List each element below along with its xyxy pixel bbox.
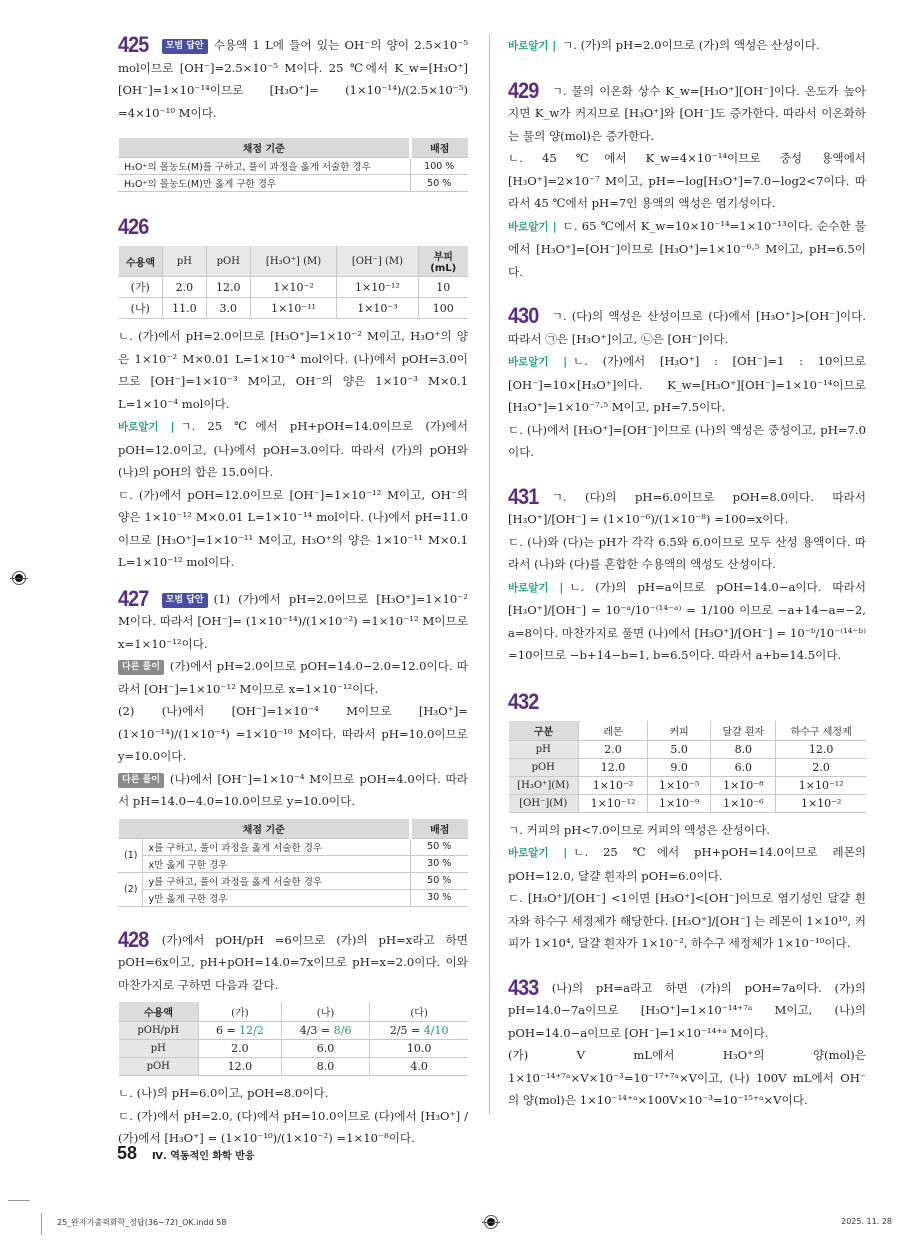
table-row	[509, 758, 867, 776]
table-cell: 8.0	[711, 740, 776, 758]
table-header: 커피	[648, 721, 711, 741]
table-cell: 6.0	[711, 758, 776, 776]
question-427	[118, 585, 468, 907]
question-number: 426	[118, 214, 149, 239]
explanation-paragraph: ㄴ. 25 ℃에서 pH+pOH=14.0이므로 레몬의 pOH=12.0, 달걀 흰자의 pOH=6.0이다.	[508, 845, 866, 883]
chapter-title: Ⅳ. 역동적인 화학 반응	[152, 1151, 255, 1162]
question-429	[508, 77, 866, 284]
answer-text: (2) (나)에서 [OH⁻]=1×10⁻⁴ M이므로 [H₃O⁺]= (1×10⁻¹⁴)/(1×10⁻⁴) =1×10⁻¹⁰ M이다. 따라서 pH=10.0이므로 y=10.0이다.	[118, 704, 468, 763]
table-header: 레몬	[579, 721, 648, 741]
explanation-paragraph: ㄴ. (가)의 pH=a이므로 pOH=14.0−a이다. 따라서 [H₃O⁺]/[OH⁻] = 10⁻ᵃ/10⁻⁽¹⁴⁻ᵃ⁾ = 1/100 이므로 −a+14−a=−2, a=8이다. 마찬가지로 풀면 (나)에서 [H₃O⁺]/[OH⁻] = 10⁻ᵇ/10⁻⁽¹⁴⁻ᵇ⁾ =10이므로 −b+14−b=1, b=6.5이다. 따라서 a+b=14.5이다.	[508, 579, 866, 662]
answer-text: (나)에서 [OH⁻]=1×10⁻⁴ M이므로 pOH=4.0이다. 따라서 pH=14.0−4.0=10.0이므로 y=10.0이다.	[118, 771, 468, 808]
grading-criterion: y만 옳게 구한 경우	[143, 889, 410, 906]
question-433	[508, 974, 866, 1112]
table-row	[119, 838, 469, 855]
correction-label: 바로알기 |	[508, 40, 557, 52]
explanation-paragraph: ㄷ. (나)와 (다)는 pH가 각각 6.5와 6.0이므로 모두 산성 용액이다. 따라서 (나)와 (다)를 혼합한 수용액의 액성도 산성이다.	[508, 534, 866, 571]
table-header: [OH⁻] (M)	[337, 246, 418, 277]
explanation-paragraph: ㄱ. (가)의 pH=2.0이므로 (가)의 액성은 산성이다.	[562, 38, 820, 52]
table-cell: 1×10⁻⁹	[648, 794, 711, 812]
question-425	[118, 34, 468, 192]
table-cell: 9.0	[648, 758, 711, 776]
grading-criterion: x만 옳게 구한 경우	[143, 855, 410, 872]
table-cell: 1×10⁻¹²	[579, 794, 648, 812]
table-header: 부피 (mL)	[418, 246, 468, 277]
table-cell: 1×10⁻¹²	[776, 776, 866, 794]
left-column	[118, 34, 468, 1150]
question-number: 427	[118, 585, 149, 611]
table-row	[119, 889, 469, 906]
answer-text: (1) (가)에서 pH=2.0이므로 [H₃O⁺]=1×10⁻² M이다. 따라서 [OH⁻]= (1×10⁻¹⁴)/(1×10⁻²) =1×10⁻¹² M이므로 x=1×10⁻¹²이다.	[118, 591, 468, 651]
table-cell: 12.0	[579, 758, 648, 776]
grading-part: (2)	[119, 872, 143, 906]
grading-header-criteria: 채점 기준	[119, 138, 411, 158]
grading-criterion: y를 구하고, 풀이 과정을 옳게 서술한 경우	[143, 872, 410, 889]
grading-score: 50 %	[410, 872, 468, 889]
table-cell: 10.0	[370, 1040, 468, 1058]
table-cell: [OH⁻](M)	[509, 794, 579, 812]
table-header: pH	[163, 246, 207, 277]
table-cell: 1×10⁻³	[337, 298, 418, 319]
question-number: 431	[508, 483, 539, 509]
explanation-paragraph: ㄴ. (가)에서 pH=2.0이므로 [H₃O⁺]=1×10⁻² M이고, H₃O⁺의 양은 1×10⁻² M×0.01 L=1×10⁻⁴ mol이다. (나)에서 pOH=3.0이므로 [OH⁻]=1×10⁻³ M이고, OH⁻의 양은 1×10⁻³ M×0.1 L=1×10⁻⁴ mol이다.	[118, 329, 468, 411]
table-cell: 5.0	[648, 740, 711, 758]
grading-criterion: H₃O⁺의 몰농도(M)를 구하고, 풀이 과정을 옳게 서술한 경우	[119, 158, 411, 175]
explanation-paragraph: ㄱ. (다)의 pH=6.0이므로 pOH=8.0이다. 따라서 [H₃O⁺]/[OH⁻] = (1×10⁻⁶)/(1×10⁻⁸) =100=x이다.	[508, 489, 866, 526]
table-cell: 2.0	[163, 277, 207, 298]
question-number: 429	[508, 77, 539, 103]
grading-score: 30 %	[410, 889, 468, 906]
question-426	[118, 214, 468, 574]
table-cell: pH	[119, 1040, 199, 1058]
table-header: 수용액	[119, 246, 163, 277]
question-number: 433	[508, 974, 539, 1000]
answer-text: (가)에서 pOH/pH =6이므로 (가)의 pH=x라고 하면 pOH=6x이고, pH+pOH=14.0=7x이므로 pH=x=2.0이다. 이와 마찬가지로 구하면 다음과 같다.	[118, 932, 468, 992]
table-row	[509, 776, 867, 794]
table-cell: 6.0	[281, 1040, 369, 1058]
answer-text: 수용액 1 L에 들어 있는 OH⁻의 양이 2.5×10⁻⁵ mol이므로 [OH⁻]=2.5×10⁻⁵ M이다. 25 ℃에서 K_w=[H₃O⁺][OH⁻]=1×10⁻¹⁴이므로 [H₃O⁺]= (1×10⁻¹⁴)/(2.5×10⁻⁵) =4×10⁻¹⁰ M이다.	[118, 38, 468, 120]
table-cell: 12.0	[199, 1058, 282, 1076]
explanation-paragraph: (나)의 pH=a라고 하면 (가)의 pOH=7a이다. (가)의 pH=14.0−7a이므로 [H₃O⁺]=1×10⁻¹⁴⁺⁷ᵃ M이고, (나)의 pOH=14.0−a이므로 [OH⁻]=1×10⁻¹⁴⁺ᵃ M이다.	[508, 980, 866, 1040]
grading-table	[118, 819, 468, 907]
table-cell: pH	[509, 740, 579, 758]
model-answer-badge: 모범 답안	[162, 39, 208, 54]
table-cell: pOH/pH	[119, 1022, 199, 1040]
table-header: 달걀 흰자	[711, 721, 776, 741]
table-cell: 1×10⁻⁵	[648, 776, 711, 794]
explanation-paragraph: ㄱ. 커피의 pH<7.0이므로 커피의 액성은 산성이다.	[508, 822, 770, 837]
grading-table	[118, 138, 468, 192]
slug-date: 2025. 11. 28	[841, 1217, 892, 1226]
page-number: 58	[117, 1143, 138, 1163]
table-cell: 12.0	[776, 740, 866, 758]
table-row	[119, 175, 469, 192]
question-number: 425	[118, 32, 149, 57]
table-cell: 12.0	[206, 277, 250, 298]
explanation-paragraph: (가) V mL에서 H₃O⁺의 양(mol)은 1×10⁻¹⁴⁺⁷ᵃ×V×10⁻³=10⁻¹⁷⁺⁷ᵃ×V이고, (나) 100V mL에서 OH⁻의 양(mol)은 1×10⁻¹⁴⁺ᵃ×100V×10⁻³=10⁻¹⁵⁺ᵃ×V이다.	[508, 1048, 866, 1107]
explanation-paragraph: ㄷ. [H₃O⁺]/[OH⁻] <1이면 [H₃O⁺]<[OH⁻]이므로 염기성인 달걀 흰자와 하수구 세정제가 해당한다. [H₃O⁺]/[OH⁻] 는 레몬이 1×10¹⁰, 커피가 1×10⁴, 달걀 흰자가 1×10⁻², 하수구 세정제가 1×10⁻¹⁰이다.	[508, 891, 866, 950]
grading-criterion: x를 구하고, 풀이 과정을 옳게 서술한 경우	[143, 838, 410, 855]
correction-label: 바로알기 |	[118, 421, 175, 433]
grading-part: (1)	[119, 838, 143, 872]
solution-table	[118, 1002, 468, 1076]
explanation-paragraph: ㄱ. (다)의 액성은 산성이므로 (다)에서 [H₃O⁺]>[OH⁻]이다. 따라서 ㉠은 [H₃O⁺]이고, ㉡은 [OH⁻]이다.	[508, 309, 866, 346]
right-column	[508, 34, 866, 1112]
table-cell: 1×10⁻²	[776, 794, 866, 812]
crop-mark	[8, 1200, 30, 1201]
model-answer-badge: 모범 답안	[162, 593, 208, 608]
table-header: 하수구 세정제	[776, 721, 866, 741]
crop-mark	[41, 1213, 42, 1235]
table-cell: 4.0	[370, 1058, 468, 1076]
table-row	[119, 1040, 469, 1058]
explanation-paragraph: ㄷ. (가)에서 pH=2.0, (다)에서 pH=10.0이므로 (다)에서 [H₃O⁺] / (가)에서 [H₃O⁺] = (1×10⁻¹⁰)/(1×10⁻²) =1×10⁻⁸이다.	[118, 1108, 468, 1145]
ratio-value: 6 =	[215, 1024, 240, 1037]
table-row	[509, 794, 867, 812]
table-row	[119, 277, 469, 298]
alt-solution-badge: 다른 풀이	[118, 773, 164, 788]
table-row	[119, 1022, 469, 1040]
table-cell: 2.0	[579, 740, 648, 758]
ratio-value: 2/5 =	[389, 1024, 424, 1037]
ratio-fraction: 12/2	[239, 1024, 264, 1037]
slug-filename: 25_완자기출픽화학_정답(36~72)_OK.indd 58	[57, 1218, 227, 1227]
correction-label: 바로알기 |	[508, 220, 557, 233]
table-cell: 1×10⁻⁸	[711, 776, 776, 794]
table-cell: 1×10⁻⁶	[711, 794, 776, 812]
explanation-paragraph: ㄴ. (가)에서 [H₃O⁺] : [OH⁻]=1 : 10이므로 [OH⁻]=10×[H₃O⁺]이다. K_w=[H₃O⁺][OH⁻]=1×10⁻¹⁴이므로 [H₃O⁺]=1×10⁻⁷·⁵ M이고, pH=7.5이다.	[508, 354, 867, 414]
question-432	[508, 689, 866, 955]
table-cell: [H₃O⁺](M)	[509, 776, 579, 794]
table-header: 구분	[509, 721, 579, 741]
table-cell	[199, 1022, 282, 1040]
grading-score: 30 %	[410, 855, 468, 872]
ratio-fraction: 8/6	[333, 1024, 352, 1037]
grading-score: 50 %	[410, 838, 468, 855]
table-cell	[370, 1022, 468, 1040]
table-cell	[281, 1022, 369, 1040]
table-cell: (나)	[119, 298, 163, 319]
table-row	[119, 298, 469, 319]
table-header: (나)	[281, 1002, 369, 1022]
alt-solution-badge: 다른 풀이	[118, 660, 164, 675]
table-header: [H₃O⁺] (M)	[250, 246, 337, 277]
table-cell: (가)	[119, 277, 163, 298]
solution-table	[118, 246, 468, 319]
table-cell: 1×10⁻²	[579, 776, 648, 794]
table-cell: 100	[418, 298, 468, 319]
explanation-paragraph: ㄱ. 물의 이온화 상수 K_w=[H₃O⁺][OH⁻]이다. 온도가 높아지면 K_w가 커지므로 [H₃O⁺]와 [OH⁻]도 증가한다. 따라서 이온화하는 물의 양(mol)은 증가한다.	[508, 83, 866, 143]
explanation-paragraph: ㄷ. (나)에서 [H₃O⁺]=[OH⁻]이므로 (나)의 액성은 중성이고, pH=7.0이다.	[508, 422, 866, 459]
correction-label: 바로알기 |	[508, 581, 564, 594]
correction-label: 바로알기 |	[508, 356, 568, 368]
table-row	[119, 855, 469, 872]
registration-mark-icon	[484, 1215, 498, 1229]
table-header: 수용액	[119, 1002, 199, 1022]
registration-mark-icon	[12, 571, 26, 585]
answer-text: (가)에서 pH=2.0이므로 pOH=14.0−2.0=12.0이다. 따라서 [OH⁻]=1×10⁻¹² M이므로 x=1×10⁻¹²이다.	[118, 659, 468, 696]
table-cell: 11.0	[163, 298, 207, 319]
ratio-fraction: 4/10	[423, 1024, 449, 1037]
explanation-paragraph: ㄴ. 45 ℃에서 K_w=4×10⁻¹⁴이므로 중성 용액에서 [H₃O⁺]=2×10⁻⁷ M이고, pH=−log[H₃O⁺]=7.0−log2<7이다. 따라서 45 ℃에서 pH=7인 용액의 액성은 염기성이다.	[508, 151, 866, 210]
table-cell: 1×10⁻¹²	[337, 277, 418, 298]
grading-score: 100 %	[410, 158, 468, 175]
grading-header-score: 배점	[410, 819, 468, 839]
grading-header-criteria: 채점 기준	[119, 819, 411, 839]
question-number: 430	[508, 303, 539, 328]
column-divider	[489, 34, 490, 1114]
grading-score: 50 %	[410, 175, 468, 192]
question-number: 428	[118, 926, 149, 952]
correction-label: 바로알기 |	[508, 847, 568, 859]
table-row	[119, 872, 469, 889]
table-cell: pOH	[119, 1058, 199, 1076]
table-cell: 2.0	[199, 1040, 282, 1058]
table-cell: pOH	[509, 758, 579, 776]
ratio-value: 4/3 =	[299, 1024, 334, 1037]
question-431	[508, 483, 866, 667]
table-row	[119, 1058, 469, 1076]
explanation-paragraph: ㄱ. 25 ℃에서 pH+pOH=14.0이므로 (가)에서 pOH=12.0이고, (나)에서 pOH=3.0이다. 따라서 (가)의 pOH와 (나)의 pOH의 합은 15.0이다.	[118, 419, 468, 479]
solution-table	[508, 721, 866, 813]
table-cell: 1×10⁻¹¹	[250, 298, 337, 319]
explanation-paragraph: ㄷ. (가)에서 pOH=12.0이므로 [OH⁻]=1×10⁻¹² M이고, OH⁻의 양은 1×10⁻¹² M×0.01 L=1×10⁻¹⁴ mol이다. (나)에서 pH=11.0이므로 [H₃O⁺]=1×10⁻¹¹ M이고, H₃O⁺의 양은 1×10⁻¹¹ M×0.1 L=1×10⁻¹² mol이다.	[118, 487, 468, 569]
question-number: 432	[508, 688, 539, 714]
table-cell: 1×10⁻²	[250, 277, 337, 298]
explanation-paragraph: ㄷ. 65 ℃에서 K_w=10×10⁻¹⁴=1×10⁻¹³이다. 순수한 물에서 [H₃O⁺]=[OH⁻]이므로 [H₃O⁺]=1×10⁻⁶·⁵ M이고, pH=6.5이다.	[508, 218, 866, 279]
table-header: (다)	[370, 1002, 468, 1022]
table-row	[509, 740, 867, 758]
table-cell: 3.0	[206, 298, 250, 319]
explanation-paragraph: ㄴ. (나)의 pH=6.0이고, pOH=8.0이다.	[118, 1086, 329, 1100]
table-header: (가)	[199, 1002, 282, 1022]
question-428	[118, 926, 468, 1150]
question-430	[508, 305, 866, 464]
table-cell: 8.0	[281, 1058, 369, 1076]
grading-criterion: H₃O⁺의 몰농도(M)만 옳게 구한 경우	[119, 175, 411, 192]
table-cell: 2.0	[776, 758, 866, 776]
grading-header-score: 배점	[410, 138, 468, 158]
table-cell: 10	[418, 277, 468, 298]
table-row	[119, 158, 469, 175]
table-header: pOH	[206, 246, 250, 277]
